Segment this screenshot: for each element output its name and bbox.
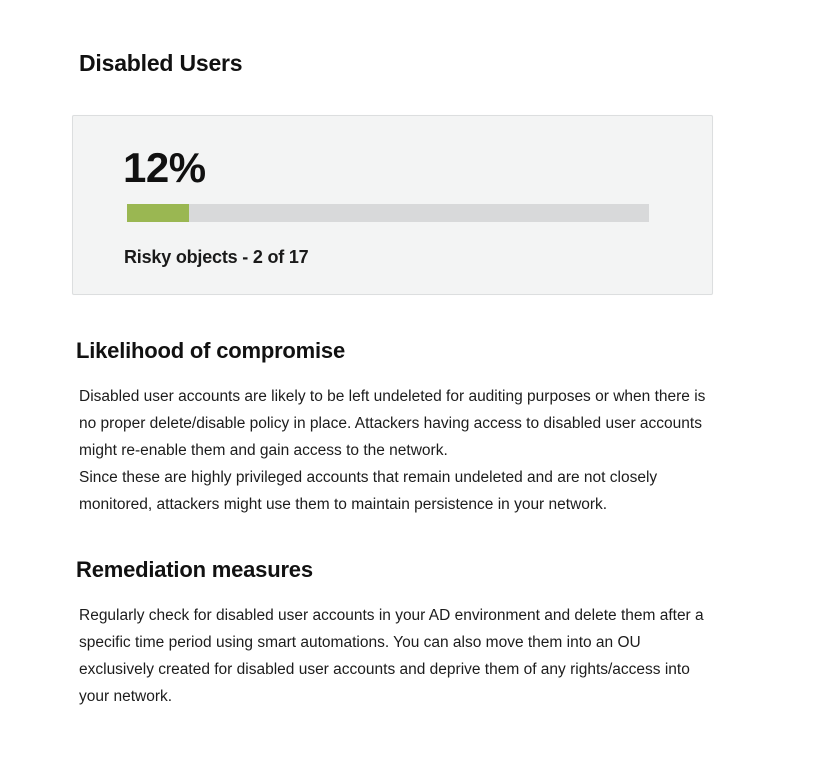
remediation-paragraph-1: Regularly check for disabled user accounts in your AD environment and delete them after a specific time period using smart automations. You can also move them into an OU exclusively created for disabled user accounts and deprive them of any rights/access into your network. xyxy=(79,607,704,705)
remediation-heading: Remediation measures xyxy=(76,557,313,582)
risk-percentage: 12% xyxy=(123,144,206,191)
remediation-body xyxy=(79,602,719,710)
risk-score-card xyxy=(72,115,713,295)
likelihood-body xyxy=(79,383,719,518)
risky-objects-count: Risky objects - 2 of 17 xyxy=(124,247,309,267)
risk-progress-fill xyxy=(127,204,189,222)
risk-progress-bar xyxy=(127,204,649,222)
likelihood-heading: Likelihood of compromise xyxy=(76,338,346,363)
page-title: Disabled Users xyxy=(79,50,243,76)
likelihood-paragraph-1: Disabled user accounts are likely to be left undeleted for auditing purposes or when there is no proper delete/disable policy in place. Attackers having access to disabled user accounts might re-enable them and gain access to the network. xyxy=(79,388,706,459)
likelihood-paragraph-2: Since these are highly privileged accounts that remain undeleted and are not closely monitored, attackers might use them to maintain persistence in your network. xyxy=(79,469,658,513)
